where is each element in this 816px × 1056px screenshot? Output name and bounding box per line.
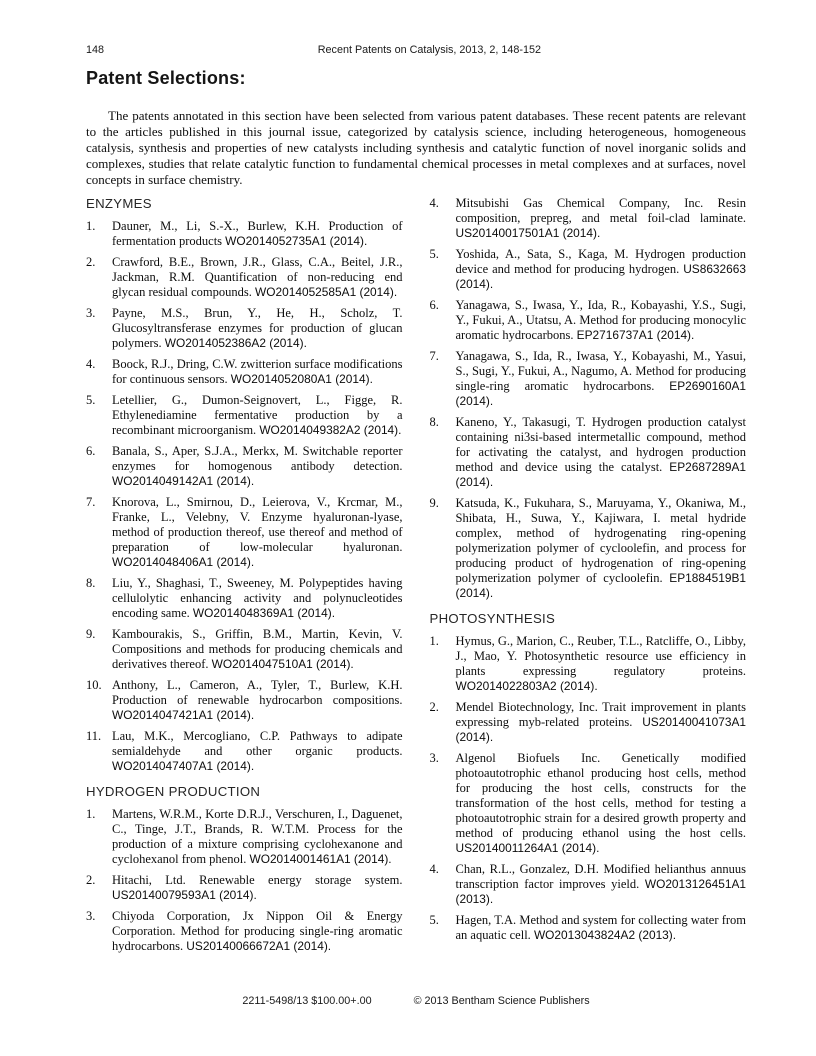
patent-entry [86, 255, 403, 300]
entry-number: 1. [86, 807, 96, 821]
entry-text: Hitachi, Ltd. Renewable energy storage system. US20140079593A1 (2014). [112, 873, 403, 902]
entry-number: 8. [429, 415, 439, 429]
entry-number: 4. [429, 196, 439, 210]
patent-number: EP2716737A1 (2014). [576, 328, 695, 342]
patent-number: US20140017501A1 (2014). [455, 226, 601, 240]
entry-number: 3. [429, 751, 439, 765]
entry-number: 8. [86, 576, 96, 590]
entry-text: Hagen, T.A. Method and system for collecting water from an aquatic cell. WO2013043824A2 (2013). [455, 913, 746, 942]
patent-entry [430, 298, 747, 343]
entry-text: Crawford, B.E., Brown, J.R., Glass, C.A., Beitel, J.R., Jackman, R.M. Quantification of non-reducing end glycan residual compounds. WO2014052585A1 (2014). [112, 255, 403, 299]
entry-text: Chiyoda Corporation, Jx Nippon Oil & Energy Corporation. Method for producing single-ring aromatic hydrocarbons. US20140066672A1 (2014). [112, 909, 403, 953]
entry-text: Yanagawa, S., Ida, R., Iwasa, Y., Kobayashi, M., Yasui, S., Sugi, Y., Fukui, A., Nagumo, A. Method for producing single-ring aromatic hydrocarbons. EP2690160A1 (2014). [455, 349, 746, 408]
patent-number: EP1884519B1 (2014). [455, 571, 746, 600]
entry-number: 4. [429, 862, 439, 876]
entry-text: Yanagawa, S., Iwasa, Y., Ida, R., Kobayashi, Y.S., Sugi, Y., Fukui, A., Utatsu, A. Method for producing monocylic aromatic hydrocarbons. EP2716737A1 (2014). [455, 298, 746, 342]
entry-number: 9. [429, 496, 439, 510]
entry-number: 11. [86, 729, 102, 743]
patent-entry [86, 219, 403, 249]
page-footer [86, 995, 746, 1007]
patent-number: US20140066672A1 (2014). [186, 939, 332, 953]
intro-paragraph: The patents annotated in this section have been selected from various patent databases. These recent patents are relevant to the articles published in this journal issue, categorized by catalysis science, including heterogeneous, homogeneous catalysis, synthesis and properties of new catalysts including synthesis and catalytic function of novel inorganic solids and complexes, studies that relate catalytic function to fundamental chemical processes in metal complexes and at surfaces, novel concepts in surface chemistry. [86, 108, 746, 187]
page-title: Patent Selections: [86, 68, 246, 88]
entry-text: Yoshida, A., Sata, S., Kaga, M. Hydrogen production device and method for producing hydrogen. US8632663 (2014). [455, 247, 746, 291]
patent-entry [86, 627, 403, 672]
page-number: 148 [86, 44, 105, 56]
issn-price: 2211-5498/13 $100.00+.00 [242, 995, 372, 1007]
patent-entry [430, 496, 747, 601]
entry-number: 3. [86, 306, 96, 320]
entry-text: Chan, R.L., Gonzalez, D.H. Modified helianthus annuus transcription factor improves yield. WO2013126451A1 (2013). [455, 862, 746, 906]
entry-text: Anthony, L., Cameron, A., Tyler, T., Burlew, K.H. Production of renewable hydrocarbon compositions. WO2014047421A1 (2014). [112, 678, 403, 722]
entry-number: 5. [429, 247, 439, 261]
entry-number: 6. [429, 298, 439, 312]
entry-text: Lau, M.K., Mercogliano, C.P. Pathways to adipate semialdehyde and other organic products. WO2014047407A1 (2014). [112, 729, 403, 773]
patent-entry [430, 349, 747, 409]
patent-number: US20140011264A1 (2014). [455, 841, 600, 855]
entry-number: 1. [429, 634, 439, 648]
entry-text: Liu, Y., Shaghasi, T., Sweeney, M. Polypeptides having cellulolytic enhancing activity and polynucleotides encoding same. WO2014048369A1 (2014). [112, 576, 403, 620]
entry-text: Boock, R.J., Dring, C.W. zwitterion surface modifications for continuous sensors. WO2014052080A1 (2014). [112, 357, 403, 386]
right-column [430, 196, 747, 949]
entry-text: Martens, W.R.M., Korte D.R.J., Verschuren, I., Daguenet, C., Tinge, J.T., Brands, R. W.T.M. Process for the production of a mixture comprising cyclohexanone and cyclohexanol from phenol. WO2014001461A1 (2014). [112, 807, 403, 866]
entry-text: Mendel Biotechnology, Inc. Trait improvement in plants expressing myb-related proteins. US20140041073A1 (2014). [455, 700, 746, 744]
patent-number: WO2014049142A1 (2014). [112, 474, 255, 488]
entry-text: Knorova, L., Smirnou, D., Leierova, V., Krcmar, M., Franke, L., Velebny, V. Enzyme hyaluronan-lyase, method of production thereof, use thereof and method of preparation of low-molecular hyaluronan. WO2014048406A1 (2014). [112, 495, 403, 569]
section-heading: HYDROGEN PRODUCTION [86, 784, 261, 799]
patent-number: WO2014049382A2 (2014). [259, 423, 402, 437]
patent-entry [86, 873, 403, 903]
left-column [86, 196, 403, 960]
patent-number: EP2687289A1 (2014). [455, 460, 746, 489]
entry-number: 3. [86, 909, 96, 923]
patent-entry [430, 415, 747, 490]
entry-number: 1. [86, 219, 96, 233]
patent-entry [430, 751, 747, 856]
patent-number: US8632663 (2014). [455, 262, 746, 291]
entry-number: 6. [86, 444, 96, 458]
section-heading: PHOTOSYNTHESIS [429, 611, 556, 626]
entry-number: 2. [86, 873, 96, 887]
running-head [86, 44, 746, 60]
entry-text: Hymus, G., Marion, C., Reuber, T.L., Ratcliffe, O., Libby, J., Mao, Y. Photosynthetic resource use efficiency in plants expressing regulatory proteins. WO2014022803A2 (2014). [455, 634, 746, 693]
entry-text: Mitsubishi Gas Chemical Company, Inc. Resin composition, prepreg, and metal foil-clad laminate. US20140017501A1 (2014). [455, 196, 746, 240]
patent-entry [430, 634, 747, 694]
patent-entry [86, 306, 403, 351]
patent-number: WO2014047407A1 (2014). [112, 759, 255, 773]
patent-number: WO2014052386A2 (2014). [164, 336, 307, 350]
patent-entry [86, 678, 403, 723]
patent-entry [430, 913, 747, 943]
entry-text: Dauner, M., Li, S.-X., Burlew, K.H. Production of fermentation products WO2014052735A1 (2014). [112, 219, 403, 248]
entry-number: 9. [86, 627, 96, 641]
patent-number: EP2690160A1 (2014). [455, 379, 746, 408]
copyright-notice: © 2013 Bentham Science Publishers [413, 995, 590, 1007]
journal-title: Recent Patents on Catalysis, 2013, 2, 148-152 [317, 44, 542, 56]
entry-text: Kambourakis, S., Griffin, B.M., Martin, Kevin, V. Compositions and methods for producing chemicals and derivatives thereof. WO2014047510A1 (2014). [112, 627, 403, 671]
entry-number: 2. [86, 255, 96, 269]
patent-entry [86, 357, 403, 387]
patent-entry [86, 807, 403, 867]
patent-number: WO2014001461A1 (2014). [249, 852, 392, 866]
patent-number: WO2014052080A1 (2014). [230, 372, 373, 386]
patent-number: WO2014052735A1 (2014). [225, 234, 368, 248]
patent-number: WO2014047510A1 (2014). [211, 657, 354, 671]
entry-number: 5. [429, 913, 439, 927]
entry-text: Kaneno, Y., Takasugi, T. Hydrogen production catalyst containing ni3si-based intermetallic compound, method for activating the catalyst, and hydrogen production method and device using the catalyst. EP2687289A1 (2014). [455, 415, 746, 489]
patent-entry [86, 729, 403, 774]
entry-number: 7. [429, 349, 439, 363]
patent-entry [430, 196, 747, 241]
entry-text: Katsuda, K., Fukuhara, S., Maruyama, Y., Okaniwa, M., Shibata, H., Suwa, Y., Kajiwara, I. metal hydride complex, method of hydrogenating ring-opening polymerization polymer of cycloolefin, and process for producing product of hydrogenation of ring-opening polymerization polymer of cycloolefin. EP1884519B1 (2014). [455, 496, 746, 600]
entry-text: Letellier, G., Dumon-Seignovert, L., Figge, R. Ethylenediamine fermentative production by a recombinant microorganism. WO2014049382A2 (2014). [112, 393, 403, 437]
patent-entry [430, 862, 747, 907]
patent-entry [86, 576, 403, 621]
section-heading: ENZYMES [86, 196, 152, 211]
patent-number: WO2013126451A1 (2013). [455, 877, 746, 906]
entry-text: Algenol Biofuels Inc. Genetically modified photoautotrophic ethanol producing host cells, method for producing the host cells, constructs for the transformation of the host cells, method for testing a photoautotrophic strain for a desired growth property and method of producing ethanol using the host cells. US20140011264A1 (2014). [455, 751, 746, 855]
entry-number: 4. [86, 357, 96, 371]
two-column-body [86, 196, 746, 960]
patent-number: WO2014052585A1 (2014). [255, 285, 398, 299]
patent-entry [430, 700, 747, 745]
patent-entry [86, 909, 403, 954]
entry-number: 2. [429, 700, 439, 714]
patent-entry [430, 247, 747, 292]
patent-entry [86, 444, 403, 489]
patent-entry [86, 495, 403, 570]
entry-number: 7. [86, 495, 96, 509]
entry-text: Payne, M.S., Brun, Y., He, H., Scholz, T. Glucosyltransferase enzymes for production of glucan polymers. WO2014052386A2 (2014). [112, 306, 403, 350]
patent-number: WO2014047421A1 (2014). [112, 708, 255, 722]
patent-number: US20140079593A1 (2014). [112, 888, 257, 902]
entry-number: 10. [86, 678, 102, 692]
patent-number: WO2014048369A1 (2014). [192, 606, 336, 620]
entry-number: 5. [86, 393, 96, 407]
patent-number: WO2014022803A2 (2014). [455, 679, 598, 693]
patent-number: WO2013043824A2 (2013). [533, 928, 677, 942]
patent-number: US20140041073A1 (2014). [455, 715, 746, 744]
patent-number: WO2014048406A1 (2014). [112, 555, 255, 569]
entry-text: Banala, S., Aper, S.J.A., Merkx, M. Switchable reporter enzymes for homogenous antibody detection. WO2014049142A1 (2014). [112, 444, 403, 488]
patent-entry [86, 393, 403, 438]
